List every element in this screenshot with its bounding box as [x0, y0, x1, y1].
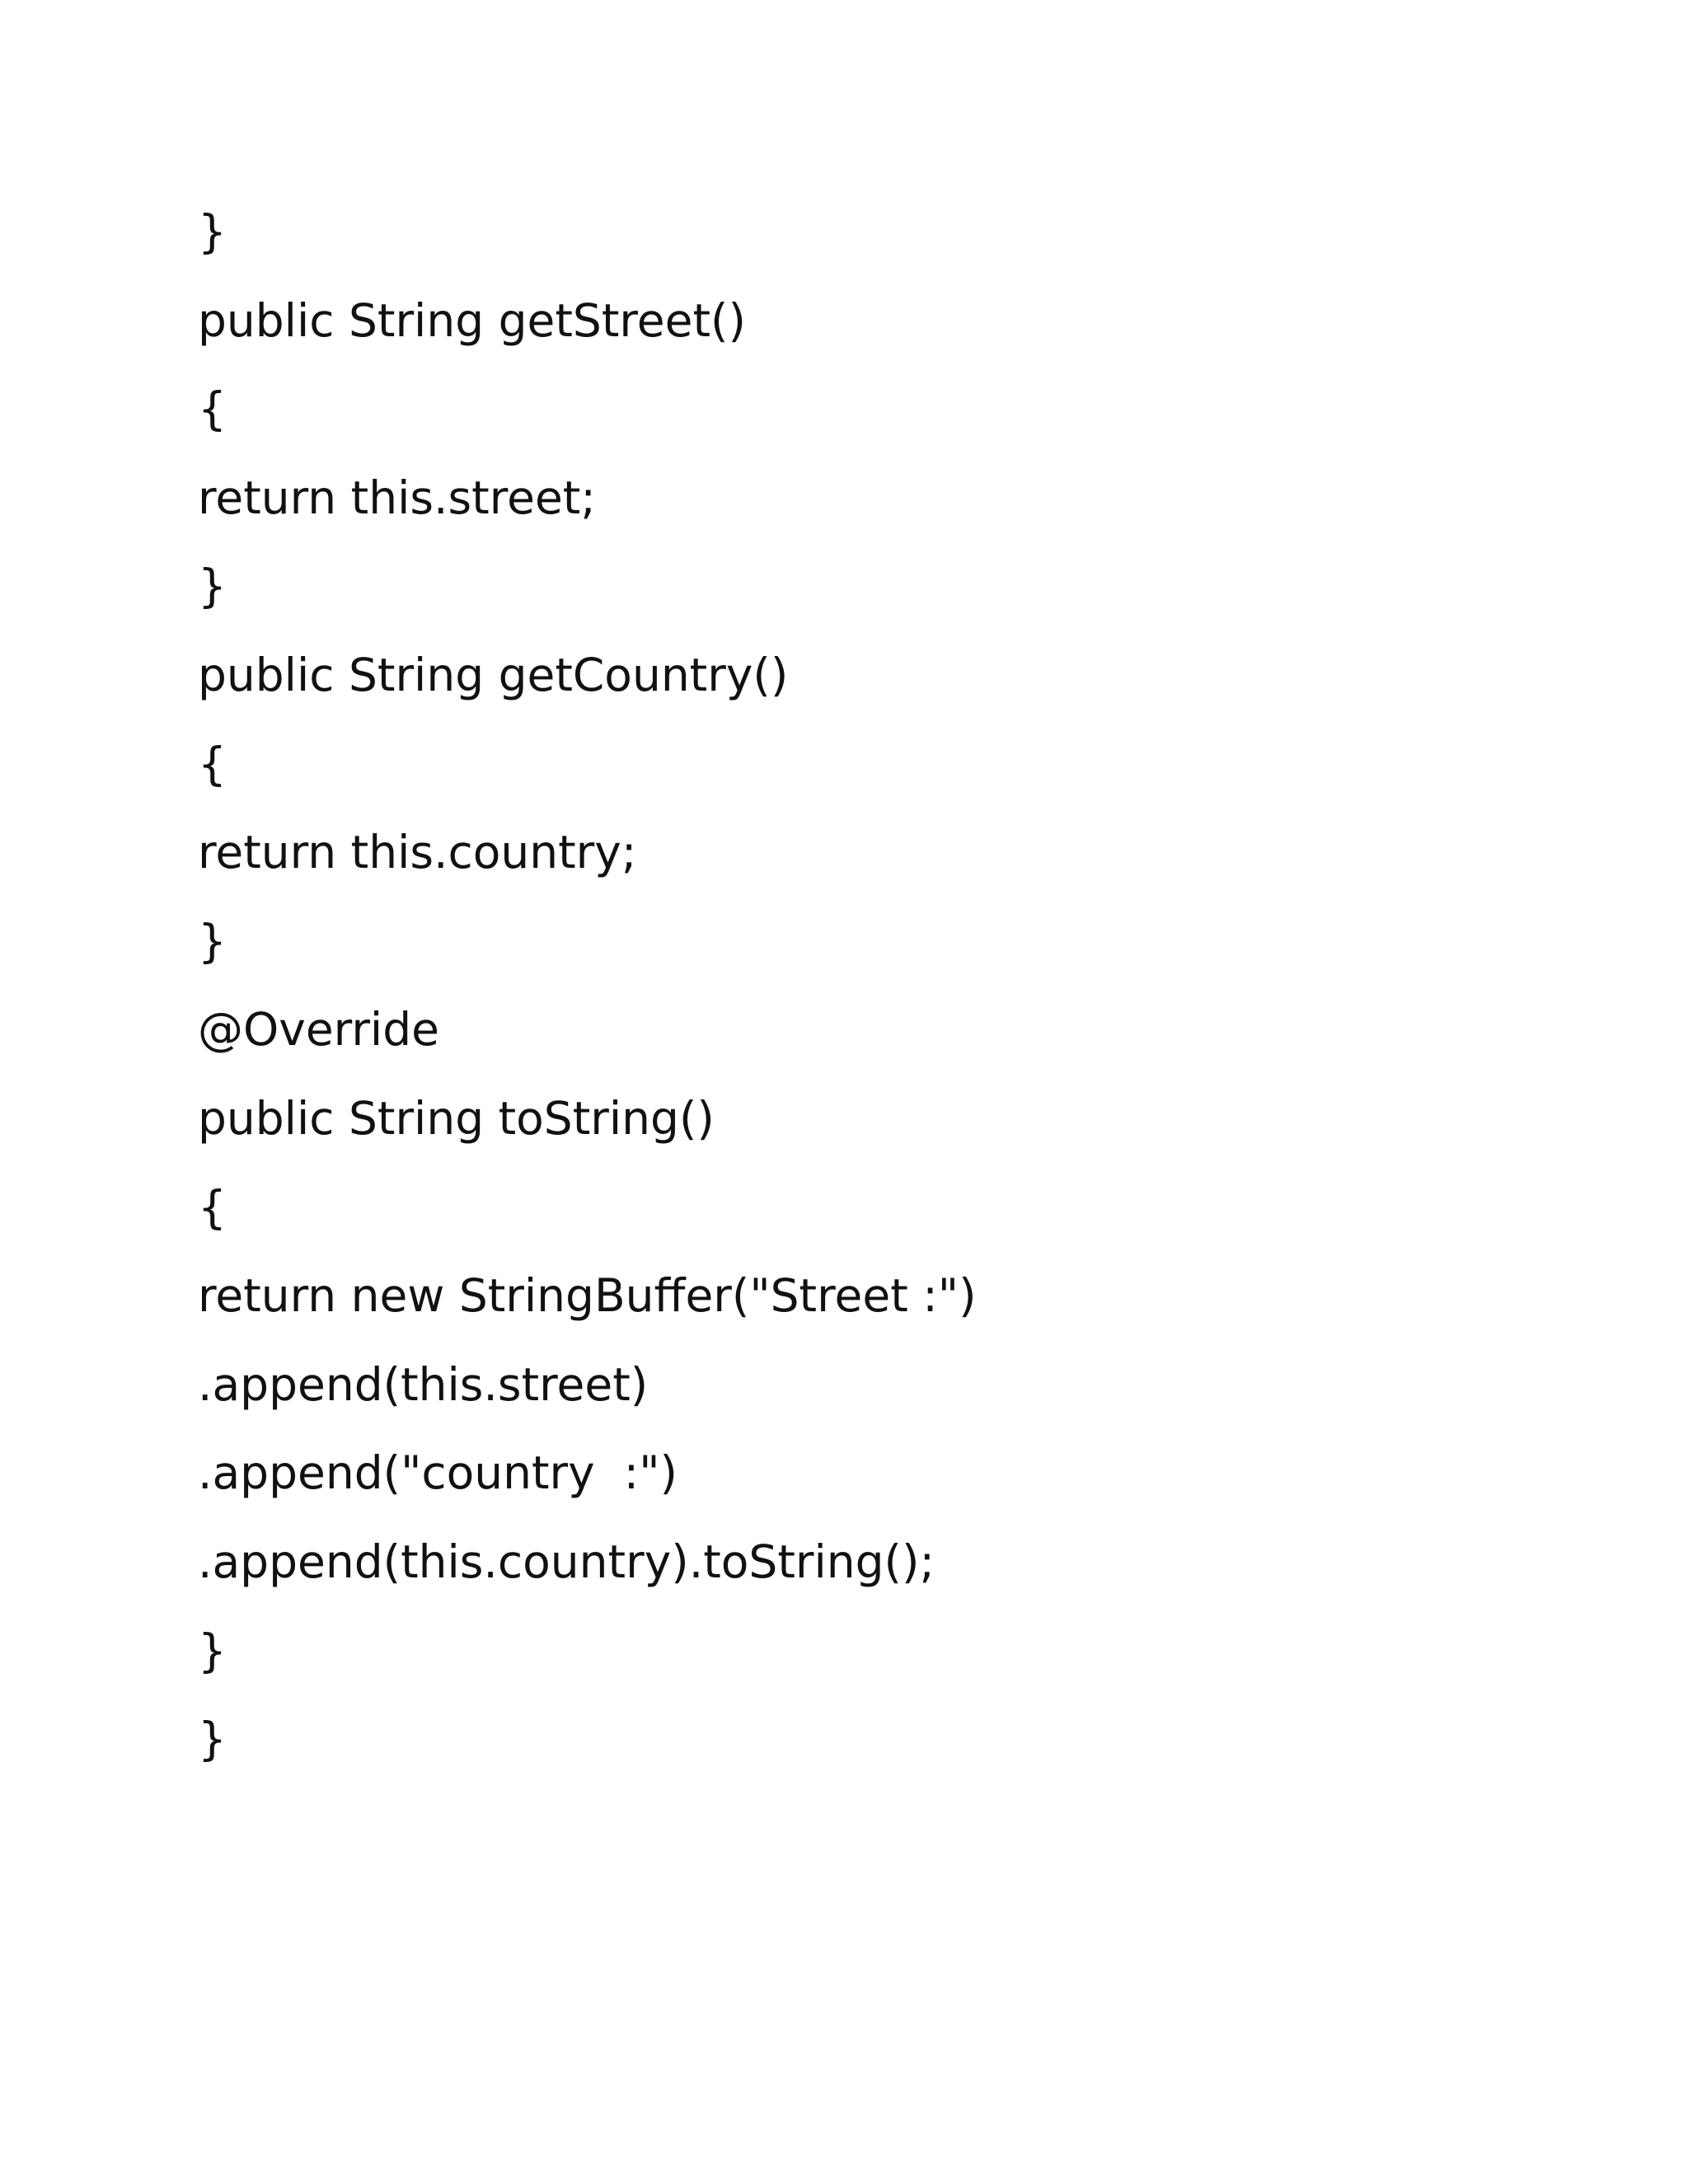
- code-line: .append("country :"): [198, 1446, 678, 1500]
- code-line: }: [198, 205, 227, 258]
- code-block: [198, 188, 1599, 1784]
- code-line: {: [198, 737, 227, 790]
- code-line: return this.country;: [198, 826, 637, 879]
- code-line: .append(this.country).toString();: [198, 1535, 935, 1588]
- code-line: {: [198, 1180, 227, 1234]
- code-line: @Override: [198, 1003, 439, 1057]
- code-line: public String getStreet(): [198, 293, 746, 347]
- code-line: return new StringBuffer("Street :"): [198, 1269, 977, 1323]
- code-line: {: [198, 382, 227, 436]
- code-line: }: [198, 1713, 227, 1766]
- code-line: .append(this.street): [198, 1357, 649, 1411]
- code-line: return this.street;: [198, 471, 596, 524]
- code-line: }: [198, 560, 227, 613]
- code-line: public String getCountry(): [198, 648, 789, 701]
- code-line: }: [198, 914, 227, 968]
- code-line: }: [198, 1624, 227, 1677]
- code-line: public String toString(): [198, 1091, 715, 1145]
